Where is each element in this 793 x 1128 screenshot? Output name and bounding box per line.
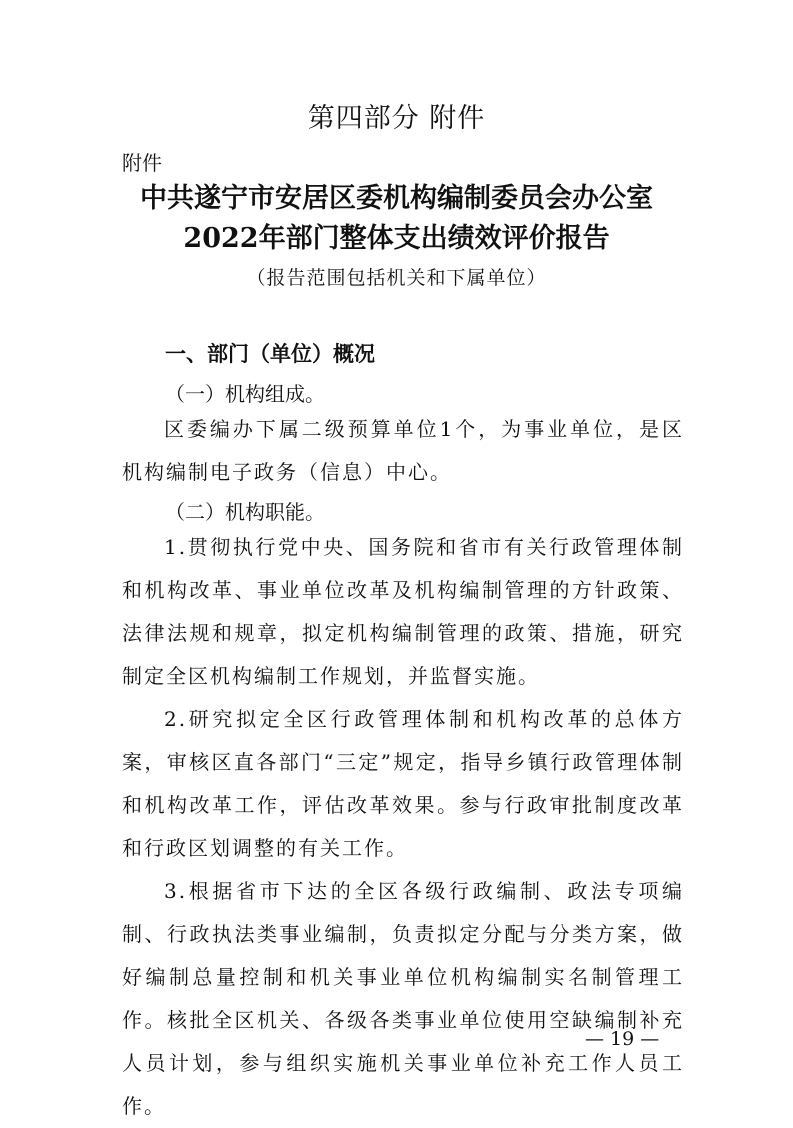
page-number: — 19 — [585,1028,660,1050]
paragraph-organization: 区委编办下属二级预算单位1个，为事业单位，是区机构编制电子政务（信息）中心。 [122,417,684,484]
subheading-functions: （二）机构职能。 [165,500,325,524]
section-heading-overview: 一、部门（单位）概况 [165,342,375,366]
part-title: 第四部分 附件 [307,103,486,134]
paragraph-function-1: 1.贯彻执行党中央、国务院和省市有关行政管理体制和机构改革、事业单位改革及机构编制管理的方针政策、法律法规和规章，拟定机构编制管理的政策、措施，研究制定全区机构编制工作规划，并监督实施。 [122,535,684,688]
paragraph-function-2: 2.研究拟定全区行政管理体制和机构改革的总体方案，审核区直各部门“三定”规定，指导乡镇行政管理体制和机构改革工作，评估改革效果。参与行政审批制度改革和行政区划调整的有关工作。 [122,707,684,860]
report-subtitle: （报告范围包括机关和下属单位） [246,267,547,289]
report-title-line-2: 2022年部门整体支出绩效评价报告 [183,223,610,254]
subheading-organization: （一）机构组成。 [165,382,325,406]
report-title-line-1: 中共遂宁市安居区委机构编制委员会办公室 [140,183,653,214]
paragraph-function-3: 3.根据省市下达的全区各级行政编制、政法专项编制、行政执法类事业编制，负责拟定分配与分类方案，做好编制总量控制和机关事业单位机构编制实名制管理工作。核批全区机关、各级各类事业单位使用空缺编制补充人员计划，参与组织实施机关事业单位补充工作人员工作。 [122,879,684,1118]
attachment-label: 附件 [122,151,162,175]
